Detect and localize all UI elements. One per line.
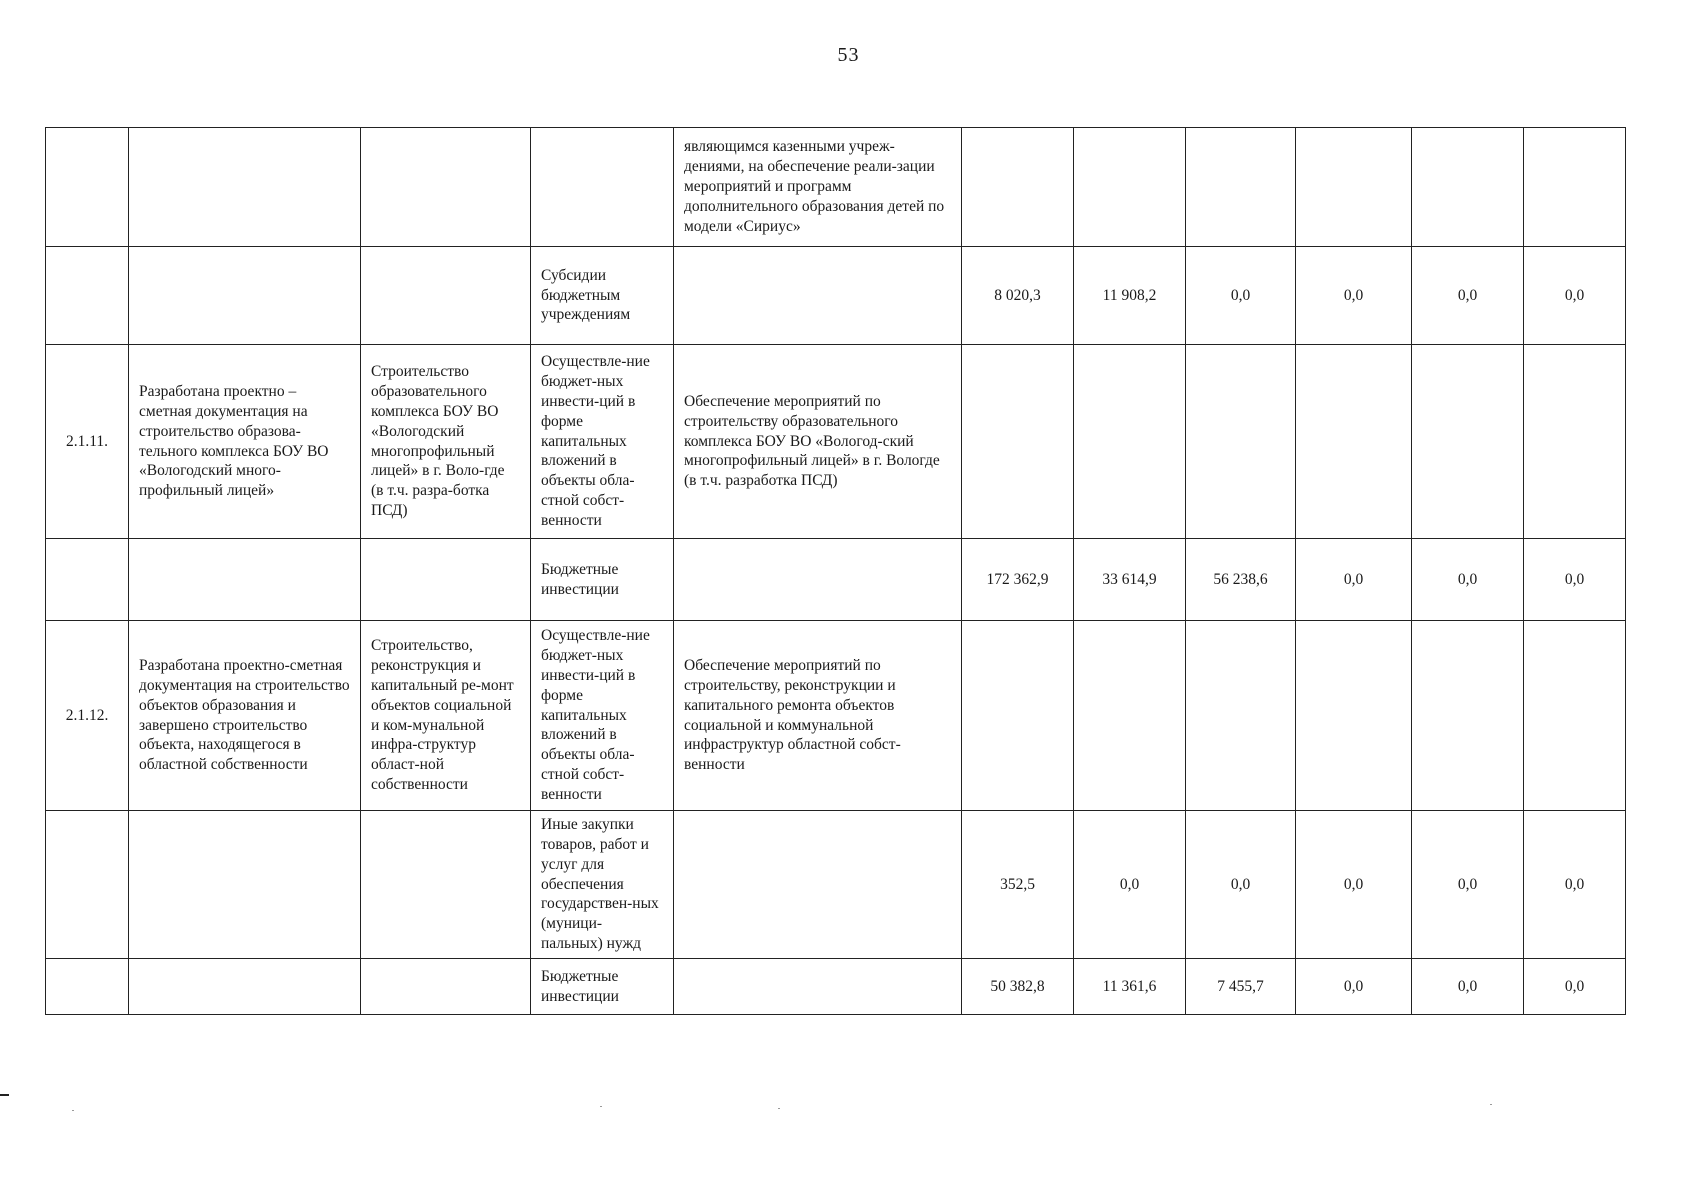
event-cell xyxy=(361,811,531,959)
code-cell xyxy=(46,128,129,247)
value-cell: 0,0 xyxy=(1412,539,1524,621)
value-cell: 33 614,9 xyxy=(1074,539,1186,621)
expense-type-cell: Субсидии бюджетным учреждениям xyxy=(531,247,674,345)
purpose-cell: Обеспечение мероприятий по строительству образовательного комплекса БОУ ВО «Вологод-ский многопрофильный лицей» в г. Вологде (в т.ч. разработка ПСД) xyxy=(674,345,962,539)
scan-speck xyxy=(778,1108,780,1109)
result-cell xyxy=(129,811,361,959)
scan-speck xyxy=(600,1106,602,1107)
event-cell: Строительство, реконструкция и капитальный ре-монт объектов социальной и ком-мунальной инфра-структур област-ной собственности xyxy=(361,621,531,811)
expense-type-cell: Бюджетные инвестиции xyxy=(531,539,674,621)
table-row xyxy=(46,345,1626,539)
table-row xyxy=(46,247,1626,345)
value-cell xyxy=(962,621,1074,811)
value-cell: 0,0 xyxy=(1412,247,1524,345)
code-cell xyxy=(46,811,129,959)
value-cell xyxy=(1186,128,1296,247)
value-cell xyxy=(1074,621,1186,811)
value-cell: 0,0 xyxy=(1524,539,1626,621)
value-cell: 0,0 xyxy=(1296,811,1412,959)
result-cell xyxy=(129,128,361,247)
expense-type-cell: Осуществле-ние бюджет-ных инвести-ций в форме капитальных вложений в объекты обла-стной собст-венности xyxy=(531,345,674,539)
table-row xyxy=(46,128,1626,247)
purpose-cell xyxy=(674,959,962,1015)
value-cell xyxy=(1296,128,1412,247)
value-cell xyxy=(962,345,1074,539)
scan-edge-mark xyxy=(0,1094,9,1096)
event-cell xyxy=(361,959,531,1015)
event-cell xyxy=(361,247,531,345)
value-cell: 7 455,7 xyxy=(1186,959,1296,1015)
purpose-cell xyxy=(674,811,962,959)
code-cell: 2.1.11. xyxy=(46,345,129,539)
value-cell xyxy=(1186,621,1296,811)
result-cell xyxy=(129,539,361,621)
expense-type-cell: Иные закупки товаров, работ и услуг для обеспечения государствен-ных (муници-пальных) нужд xyxy=(531,811,674,959)
value-cell xyxy=(1296,345,1412,539)
expense-type-cell: Осуществле-ние бюджет-ных инвести-ций в форме капитальных вложений в объекты обла-стной собст-венности xyxy=(531,621,674,811)
purpose-cell xyxy=(674,539,962,621)
result-cell xyxy=(129,959,361,1015)
code-cell xyxy=(46,959,129,1015)
table-row xyxy=(46,959,1626,1015)
scan-speck xyxy=(72,1110,74,1111)
value-cell: 8 020,3 xyxy=(962,247,1074,345)
value-cell xyxy=(962,128,1074,247)
value-cell: 0,0 xyxy=(1412,811,1524,959)
value-cell: 0,0 xyxy=(1186,247,1296,345)
code-cell: 2.1.12. xyxy=(46,621,129,811)
value-cell: 0,0 xyxy=(1296,539,1412,621)
purpose-cell: Обеспечение мероприятий по строительству, реконструкции и капитального ремонта объектов социальной и коммунальной инфраструктур областной собст-венности xyxy=(674,621,962,811)
value-cell: 11 361,6 xyxy=(1074,959,1186,1015)
value-cell: 0,0 xyxy=(1296,247,1412,345)
value-cell: 56 238,6 xyxy=(1186,539,1296,621)
value-cell: 0,0 xyxy=(1524,811,1626,959)
value-cell: 0,0 xyxy=(1524,247,1626,345)
value-cell: 0,0 xyxy=(1412,959,1524,1015)
budget-table xyxy=(45,127,1626,1015)
result-cell: Разработана проектно-сметная документация на строительство объектов образования и завершено строительство объекта, находящегося в областной собственности xyxy=(129,621,361,811)
scan-speck xyxy=(1490,1104,1492,1105)
value-cell xyxy=(1412,345,1524,539)
page-number: 53 xyxy=(837,44,860,66)
value-cell xyxy=(1296,621,1412,811)
value-cell: 0,0 xyxy=(1074,811,1186,959)
value-cell: 0,0 xyxy=(1186,811,1296,959)
event-cell xyxy=(361,128,531,247)
value-cell xyxy=(1524,621,1626,811)
value-cell xyxy=(1524,345,1626,539)
code-cell xyxy=(46,539,129,621)
result-cell: Разработана проектно – сметная документация на строительство образова-тельного комплекса БОУ ВО «Вологодский много-профильный лицей» xyxy=(129,345,361,539)
value-cell xyxy=(1412,621,1524,811)
value-cell: 0,0 xyxy=(1296,959,1412,1015)
result-cell xyxy=(129,247,361,345)
value-cell: 11 908,2 xyxy=(1074,247,1186,345)
value-cell xyxy=(1074,345,1186,539)
code-cell xyxy=(46,247,129,345)
table-row xyxy=(46,811,1626,959)
purpose-cell xyxy=(674,247,962,345)
event-cell xyxy=(361,539,531,621)
expense-type-cell: Бюджетные инвестиции xyxy=(531,959,674,1015)
table-row xyxy=(46,539,1626,621)
value-cell: 0,0 xyxy=(1524,959,1626,1015)
value-cell xyxy=(1412,128,1524,247)
value-cell: 352,5 xyxy=(962,811,1074,959)
value-cell: 50 382,8 xyxy=(962,959,1074,1015)
event-cell: Строительство образовательного комплекса БОУ ВО «Вологодский многопрофильный лицей» в г. Воло-где (в т.ч. разра-ботка ПСД) xyxy=(361,345,531,539)
value-cell xyxy=(1074,128,1186,247)
value-cell: 172 362,9 xyxy=(962,539,1074,621)
value-cell xyxy=(1186,345,1296,539)
value-cell xyxy=(1524,128,1626,247)
table-row xyxy=(46,621,1626,811)
purpose-cell: являющимся казенными учреж-дениями, на обеспечение реали-зации мероприятий и программ дополнительного образования детей по модели «Сириус» xyxy=(674,128,962,247)
expense-type-cell xyxy=(531,128,674,247)
